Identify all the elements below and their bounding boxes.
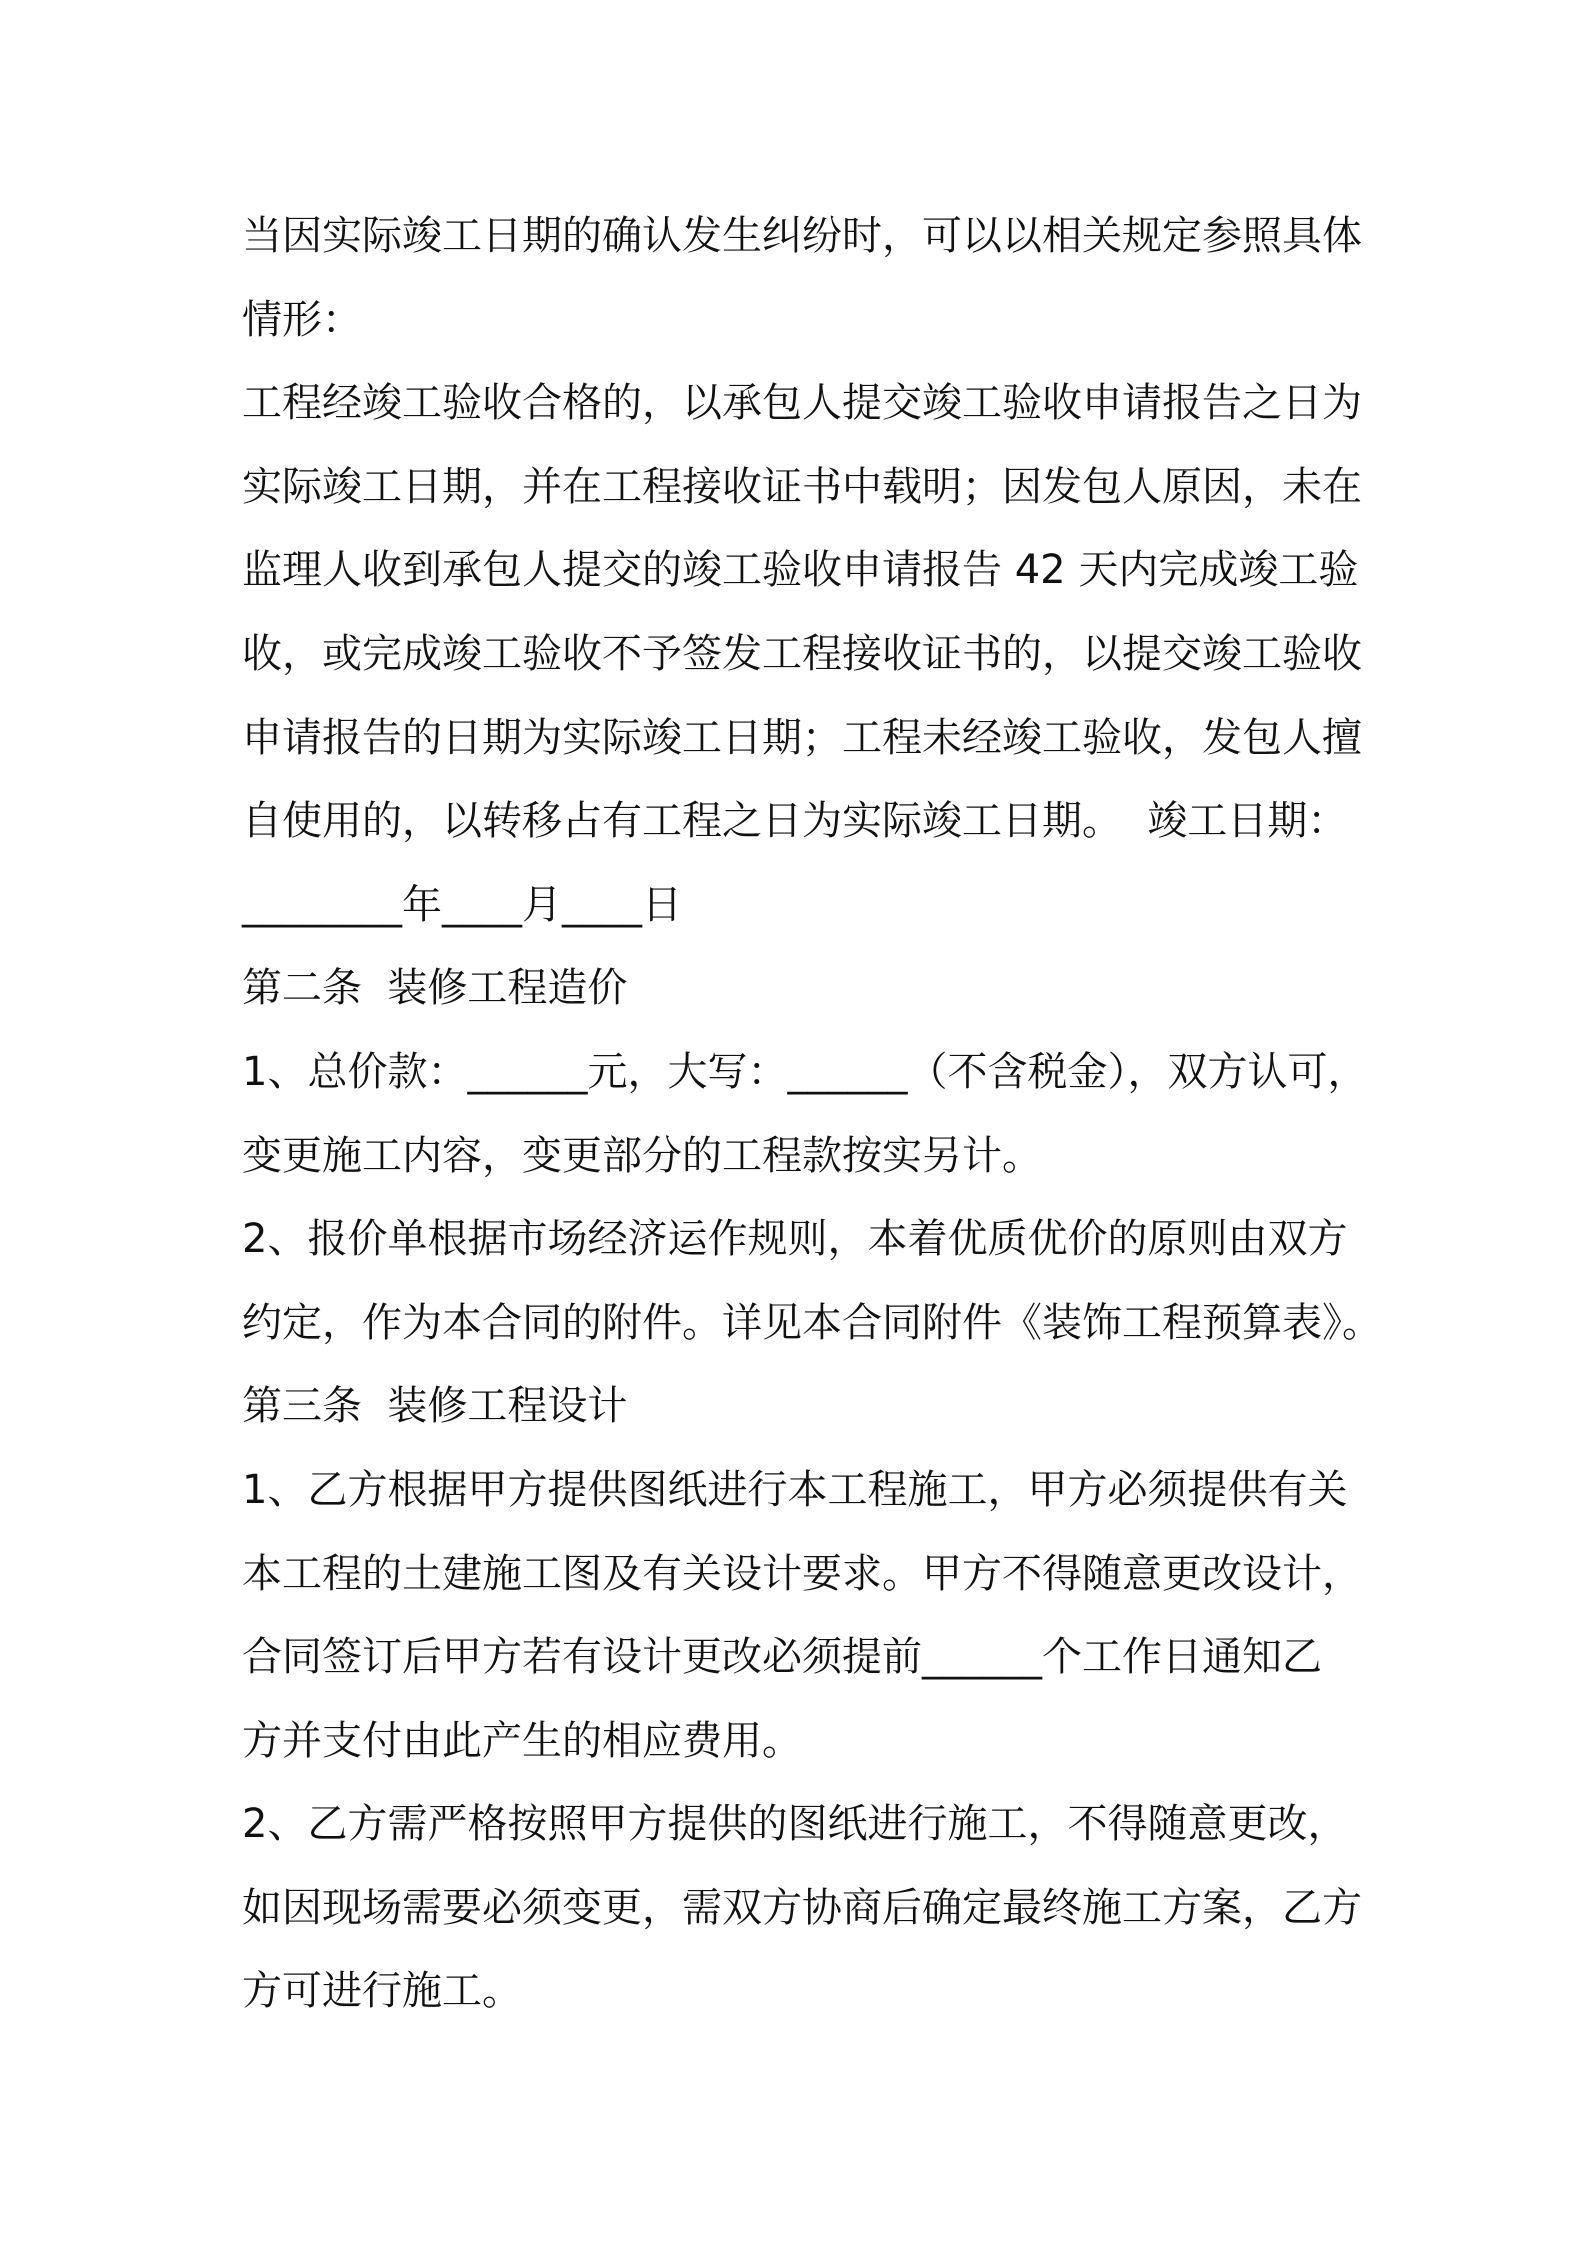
text-line: 方并支付由此产生的相应费用。 <box>242 1717 802 1764</box>
text-line: 如因现场需要必须变更，需双方协商后确定最终施工方案，乙方 <box>242 1884 1362 1931</box>
text-line: 自使用的，以转移占有工程之日为实际竣工日期。 竣工日期： <box>242 798 1348 845</box>
text-line: 监理人收到承包人提交的竣工验收申请报告 42 天内完成竣工验 <box>242 547 1359 594</box>
text-line: 本工程的土建施工图及有关设计要求。甲方不得随意更改设计， <box>242 1550 1362 1597</box>
text-line: 工程经竣工验收合格的，以承包人提交竣工验收申请报告之日为 <box>242 380 1362 427</box>
date-blank-line: ________年____月____日 <box>242 881 682 928</box>
text-line: 2、报价单根据市场经济运作规则，本着优质优价的原则由双方 <box>242 1216 1348 1263</box>
text-line: 约定，作为本合同的附件。详见本合同附件《装饰工程预算表》。 <box>242 1299 1382 1346</box>
text-line: 2、乙方需严格按照甲方提供的图纸进行施工，不得随意更改， <box>242 1801 1348 1848</box>
text-line: 方可进行施工。 <box>242 1968 522 2015</box>
section-heading: 第三条 装修工程设计 <box>242 1383 628 1430</box>
text-line: 1、乙方根据甲方提供图纸进行本工程施工，甲方必须提供有关 <box>242 1466 1348 1513</box>
text-line: 合同签订后甲方若有设计更改必须提前______个工作日通知乙 <box>242 1634 1322 1681</box>
document-body <box>242 195 1392 2034</box>
section-heading: 第二条 装修工程造价 <box>242 965 628 1012</box>
text-line: 申请报告的日期为实际竣工日期；工程未经竣工验收，发包人擅 <box>242 714 1362 761</box>
text-line: 变更施工内容，变更部分的工程款按实另计。 <box>242 1132 1042 1179</box>
text-line: 收，或完成竣工验收不予签发工程接收证书的，以提交竣工验收 <box>242 630 1362 677</box>
text-line: 当因实际竣工日期的确认发生纠纷时，可以以相关规定参照具体 <box>242 213 1362 259</box>
text-line: 1、总价款：______元，大写：______（不含税金），双方认可， <box>242 1048 1368 1095</box>
text-line: 实际竣工日期，并在工程接收证书中载明；因发包人原因，未在 <box>242 463 1362 510</box>
text-line: 情形： <box>242 296 362 343</box>
